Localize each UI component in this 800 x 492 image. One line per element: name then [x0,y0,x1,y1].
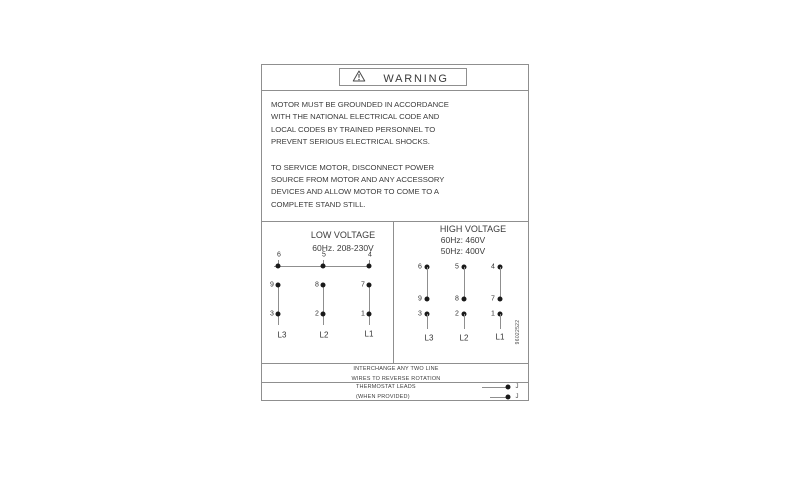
terminal-label-4: 4 [491,263,495,271]
wire-line [464,314,465,329]
notice-line: MOTOR MUST BE GROUNDED IN ACCORDANCE [271,100,449,109]
high-voltage-subtitle-50hz: 50Hz: 400V [440,246,486,256]
terminal-label-1: 1 [361,310,365,318]
line-label-l2: L2 [459,333,469,343]
terminal-dot [367,312,372,317]
wire-line [369,285,370,325]
voltage-section-top-line [262,221,528,222]
high-voltage-title: HIGH VOLTAGE [439,224,507,234]
terminal-dot [321,283,326,288]
line-label-l3: L3 [277,330,287,340]
terminal-label-3: 3 [270,310,274,318]
terminal-label-8: 8 [455,295,459,303]
wire-line [464,267,465,299]
part-number: 96022522 [515,319,521,345]
terminal-dot [276,283,281,288]
notice-line: PREVENT SERIOUS ELECTRICAL SHOCKS. [271,137,430,147]
warning-title: WARNING [383,72,449,85]
header-separator [262,90,528,91]
terminal-label-2: 2 [315,310,319,318]
terminal-dot [498,297,503,302]
notice-line: LOCAL CODES BY TRAINED PERSONNEL TO [271,124,436,134]
terminal-dot [462,297,467,302]
line-label-l2: L2 [319,330,329,340]
line-label-l1: L1 [364,329,374,339]
notice-paragraph-1 [271,99,523,149]
notice-line: TO SERVICE MOTOR, DISCONNECT POWER [271,162,435,172]
wire-line [278,285,279,325]
thermostat-note-line2: (WHEN PROVIDED) [356,394,410,400]
terminal-label-5: 5 [455,263,459,271]
thermostat-lead-dot [506,395,511,400]
terminal-dot [321,264,326,269]
voltage-section-divider [393,221,394,363]
wire-line [427,267,428,299]
low-voltage-subtitle: 60Hz. 208-230V [312,243,374,253]
thermostat-lead-label: J [515,384,519,390]
terminal-label-7: 7 [491,295,495,303]
low-voltage-title: LOW VOLTAGE [310,230,376,240]
terminal-label-6: 6 [418,263,422,271]
terminal-dot [367,283,372,288]
footer-top-line [262,363,528,364]
wire-line [500,267,501,299]
terminal-label-9: 9 [418,295,422,303]
thermostat-lead-label: J [515,394,519,400]
warning-triangle-icon [353,69,366,87]
terminal-dot [276,312,281,317]
notice-line: WITH THE NATIONAL ELECTRICAL CODE AND [271,112,440,122]
interchange-note-line2: WIRES TO REVERSE ROTATION [351,376,441,382]
notice-line: COMPLETE STAND STILL. [271,199,366,209]
thermostat-lead-line [482,387,506,388]
warning-title-box [339,68,467,86]
terminal-label-5: 5 [322,251,326,259]
terminal-dot [425,297,430,302]
line-label-l3: L3 [424,333,434,343]
terminal-label-3: 3 [418,310,422,318]
notice-paragraph-2 [271,162,523,212]
motor-warning-label [261,64,529,401]
notice-line: SOURCE FROM MOTOR AND ANY ACCESSORY [271,175,445,185]
terminal-label-8: 8 [315,281,319,289]
thermostat-lead-dot [506,385,511,390]
wire-line [323,285,324,325]
terminal-dot [367,264,372,269]
terminal-dot [321,312,326,317]
wire-line [427,314,428,329]
thermostat-lead-line [490,397,506,398]
wire-line [500,314,501,329]
terminal-dot [276,264,281,269]
terminal-label-2: 2 [455,310,459,318]
thermostat-note-line1: THERMOSTAT LEADS [356,384,416,390]
high-voltage-subtitle-60hz: 60Hz: 460V [440,235,486,245]
footer-divider-line [262,382,528,383]
terminal-label-6: 6 [277,251,281,259]
terminal-label-1: 1 [491,310,495,318]
interchange-note-line1: INTERCHANGE ANY TWO LINE [353,366,439,372]
terminal-label-9: 9 [270,281,274,289]
notice-text [271,99,523,211]
line-label-l1: L1 [495,332,505,342]
terminal-label-7: 7 [361,281,365,289]
notice-line: DEVICES AND ALLOW MOTOR TO COME TO A [271,187,440,197]
terminal-label-4: 4 [368,251,372,259]
